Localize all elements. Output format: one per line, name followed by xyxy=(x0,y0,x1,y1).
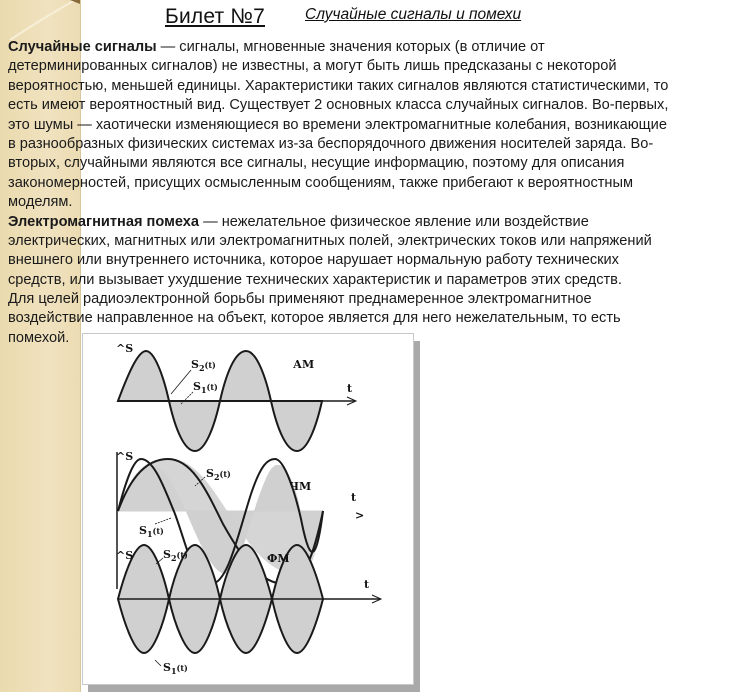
am-s2-pointer xyxy=(171,370,191,394)
pm-s1-label: $S_1^{(t)}$ xyxy=(163,661,188,676)
text-line: в разнообразных физических системах из-за беспорядочного движения носителей заряда. Во- xyxy=(8,135,654,152)
modulation-figure xyxy=(82,333,414,685)
text-line: это шумы — хаотически изменяющиеся во времени электромагнитные колебания, возникающие xyxy=(8,116,667,133)
page-subtitle: Случайные сигналы и помехи xyxy=(305,6,522,23)
fm-label: ЧМ xyxy=(289,480,312,493)
fm-s2-label: $S_2^{(t)}$ xyxy=(206,467,231,482)
body-text xyxy=(8,38,743,348)
text-line: Случайные сигналы — сигналы, мгновенные значения которых (в отличие от xyxy=(8,39,545,55)
pm-s2-label: $S_2^{(t)}$ xyxy=(163,548,188,563)
pm-panel xyxy=(116,545,381,676)
text-line: внешнего или внутреннего источника, которое нарушает нормальную работу технических xyxy=(8,252,619,269)
am-s1-label: $S_1^{(t)}$ xyxy=(193,380,218,395)
am-label: АМ xyxy=(293,358,315,371)
fm-axis-s-label: ^S xyxy=(116,450,134,463)
pm-axis-s-label: ^S xyxy=(116,549,134,562)
am-axis-s-label: ^S xyxy=(116,342,134,355)
am-s2-label: $S_2^{(t)}$ xyxy=(191,358,216,373)
text-line: Для целей радиоэлектронной борьбы применяют преднамеренное электромагнитное xyxy=(8,291,592,308)
fm-axis-arrow-icon: > xyxy=(355,509,365,522)
text-line: помехой. xyxy=(8,329,70,346)
term-em-interference: Электромагнитная помеха xyxy=(8,213,200,230)
term-random-signals: Случайные сигналы xyxy=(8,39,157,55)
fm-s1-label: $S_1^{(t)}$ xyxy=(139,524,164,539)
text-line: закономерностей, присущих осмысленным сообщениям, также прибегают к вероятностным xyxy=(8,174,634,191)
text-line: воздействие направленное на объект, которое является для него нежелательным, то есть xyxy=(8,310,621,327)
text-line: детерминированных сигналов) не известны, а могут быть лишь предсказаны с некоторой xyxy=(8,58,617,75)
stripe-ornament-icon xyxy=(0,0,80,40)
text-line: электрических, магнитных или электромагнитных полей, электрических токов или напряжений xyxy=(8,232,652,249)
text-line: вторых, случайными являются все сигналы, несущие информацию, поэтому для описания xyxy=(8,155,625,172)
text-line: Электромагнитная помеха — нежелательное физическое явление или воздействие xyxy=(8,213,589,230)
page-title: Билет №7 xyxy=(165,5,266,28)
text-line: есть имеют вероятностный вид. Существует 2 основных класса случайных сигналов. Во-первых, xyxy=(8,97,669,114)
text-line: моделям. xyxy=(8,194,73,211)
text-line: средств, или вызывает ухудшение технических характеристик и параметров этих средств. xyxy=(8,271,622,288)
fm-axis-t-label: t xyxy=(351,491,357,504)
am-axis-t-label: t xyxy=(347,382,353,395)
modulation-diagrams xyxy=(83,334,413,684)
text-line: вероятностью, меньшей единицы. Характеристики таких сигналов являются статистическими, то xyxy=(8,77,669,94)
am-panel xyxy=(116,342,356,451)
pm-axis-t-label: t xyxy=(364,578,370,591)
pm-label: ФМ xyxy=(267,552,290,565)
